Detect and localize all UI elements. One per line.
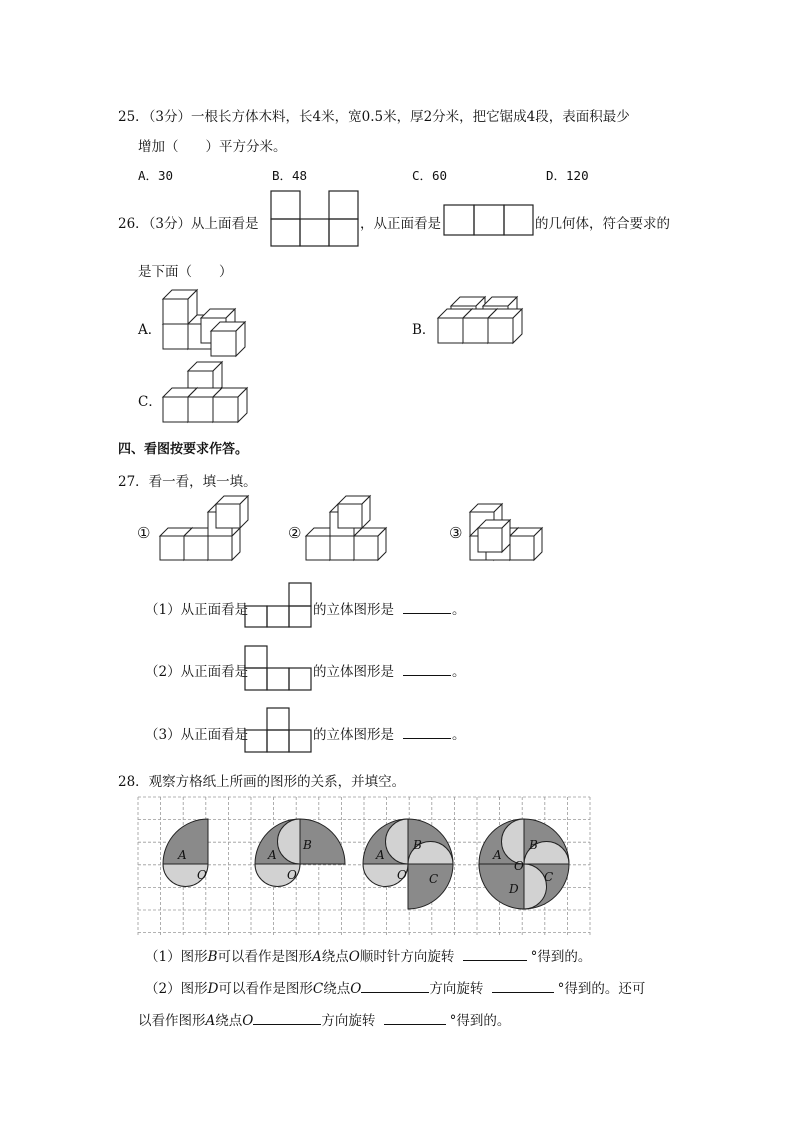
figure-3-label: ③	[449, 524, 463, 542]
option-c-cube-figure[interactable]	[160, 364, 250, 430]
label-a: A	[493, 848, 502, 862]
q28-sentence-2: （2）图形D可以看作是图形C绕点O 方向旋转 °得到的。还可	[145, 981, 646, 997]
q27-item-2-pre: （2）从正面看是	[145, 664, 249, 680]
q26-option-a-label[interactable]: A．	[138, 322, 162, 338]
q27-item-1-pre: （1）从正面看是	[145, 602, 249, 618]
label-a: A	[376, 848, 385, 862]
q28-title: 28．观察方格纸上所画的图形的关系，并填空。	[118, 774, 406, 790]
q26-text-3: 的几何体，符合要求的	[535, 216, 670, 232]
q27-item-2-answer-blank[interactable]	[403, 662, 451, 676]
q27-item-3-end: 。	[452, 727, 466, 743]
figure-2-label: ②	[288, 524, 302, 542]
q28-3-direction-blank[interactable]	[253, 1011, 321, 1025]
q25-line2: 增加（ ）平方分米。	[138, 139, 287, 155]
label-o: O	[197, 868, 207, 882]
q25-option-b[interactable]: B．48	[272, 168, 308, 183]
q25-line1: 25．（3分）一根长方体木料，长4米，宽0.5米，厚2分米，把它锯成4段，表面积最少	[118, 109, 630, 125]
q28-3-angle-blank[interactable]	[384, 1011, 446, 1025]
label-d: D	[509, 882, 519, 896]
cube	[211, 322, 245, 356]
label-o: O	[514, 859, 524, 873]
label-o: O	[397, 868, 407, 882]
label-o: O	[287, 868, 297, 882]
q27-item-3-pre: （3）从正面看是	[145, 727, 249, 743]
q26-text-1: 26．（3分）从上面看是	[118, 216, 259, 232]
label-a: A	[268, 848, 277, 862]
q27-item-3-answer-blank[interactable]	[403, 725, 451, 739]
label-b: B	[303, 838, 312, 852]
figure-1-cubes	[157, 500, 247, 562]
cube	[213, 388, 247, 422]
q27-item-3-post: 的立体图形是	[313, 727, 394, 743]
option-a-cube-figure[interactable]	[160, 286, 260, 358]
q27-item-2-front-view	[244, 645, 316, 691]
section-4-heading: 四、看图按要求作答。	[118, 442, 249, 457]
cube	[163, 290, 197, 324]
q28-sentence-1: （1）图形B可以看作是图形A绕点O顺时针方向旋转 °得到的。	[145, 949, 592, 965]
rotation-grid-figure	[138, 797, 590, 935]
q28-1-angle-blank[interactable]	[463, 947, 527, 961]
q27-item-2-post: 的立体图形是	[313, 664, 394, 680]
label-c: C	[544, 870, 554, 884]
q26-option-b-label[interactable]: B．	[412, 322, 436, 338]
label-a: A	[178, 848, 187, 862]
cube	[354, 528, 386, 560]
q27-item-1-post: 的立体图形是	[313, 602, 394, 618]
q25-option-d[interactable]: D．120	[546, 168, 589, 183]
q25-option-c[interactable]: C．60	[412, 168, 448, 183]
q26-option-c-label[interactable]: C．	[138, 394, 162, 410]
cube	[488, 309, 522, 343]
top-view-figure	[270, 190, 362, 248]
q25-option-a[interactable]: A．30	[138, 168, 174, 183]
cube	[478, 520, 510, 552]
q27-title: 27．看一看，填一填。	[118, 474, 257, 490]
cube	[338, 496, 370, 528]
figure-2-cubes	[303, 500, 393, 562]
q27-item-3-front-view	[244, 707, 316, 753]
q26-line2: 是下面（ ）	[138, 264, 233, 280]
option-b-cube-figure[interactable]	[435, 298, 535, 350]
q28-sentence-3: 以看作图形A绕点O 方向旋转 °得到的。	[138, 1013, 511, 1029]
q27-item-2-end: 。	[452, 664, 466, 680]
label-b: B	[413, 838, 422, 852]
q27-item-1-front-view	[244, 582, 316, 628]
cube	[216, 496, 248, 528]
figure-3-cubes	[467, 500, 547, 562]
label-c: C	[429, 872, 439, 886]
cube	[510, 528, 542, 560]
q28-2-angle-blank[interactable]	[492, 979, 554, 993]
q28-2-direction-blank[interactable]	[361, 979, 429, 993]
q27-item-1-end: 。	[452, 602, 466, 618]
front-view-figure	[443, 204, 535, 238]
q26-text-2: ，从正面看是	[360, 216, 441, 232]
q27-item-1-answer-blank[interactable]	[403, 600, 451, 614]
label-b: B	[529, 838, 538, 852]
figure-1-label: ①	[137, 524, 151, 542]
